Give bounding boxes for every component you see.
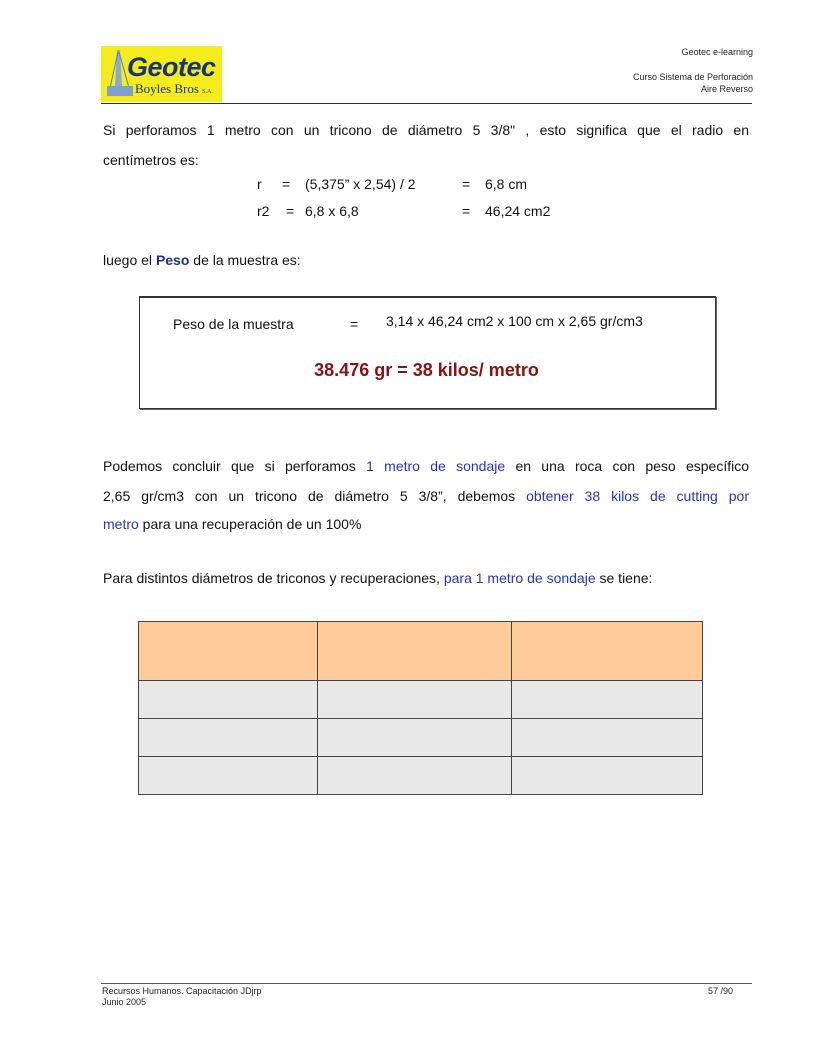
geotec-logo: [101, 46, 222, 102]
eq-expression: 6,8 x 6,8: [305, 203, 359, 219]
peso-emphasis: Peso: [155, 252, 190, 268]
diameter-table: [138, 621, 703, 795]
header-course: Curso Sistema de Perforación: [632, 72, 753, 82]
logo-wordmark: Geotec: [127, 52, 216, 82]
highlight-metro: metro: [103, 516, 139, 532]
table-header-row: [139, 622, 703, 681]
para1-line2: centímetros es:: [103, 152, 199, 168]
table-row: [139, 757, 703, 795]
footer-department: Recursos Humanos. Capacitación JDjrp: [102, 986, 262, 996]
box-label: Peso de la muestra: [173, 316, 294, 332]
table-cell: [139, 622, 318, 681]
eq-sign: =: [282, 176, 291, 192]
footer-date: Junio 2005: [102, 997, 147, 1007]
header-divider: [101, 103, 752, 104]
eq-sign: =: [462, 176, 471, 192]
eq-sign: =: [462, 203, 471, 219]
box-result: 38.476 gr = 38 kilos/ metro: [314, 360, 539, 380]
eq-lhs: r: [257, 176, 262, 192]
table-cell: [139, 719, 318, 757]
box-formula: 3,14 x 46,24 cm2 x 100 cm x 2,65 gr/cm3: [386, 313, 643, 329]
table-cell: [318, 681, 512, 719]
table-cell: [512, 681, 703, 719]
table-cell: [318, 622, 512, 681]
highlight-cutting: obtener 38 kilos de cutting por: [526, 488, 749, 504]
table-cell: [139, 681, 318, 719]
para2: luego el Peso de la muestra es:: [103, 252, 301, 268]
header-topic: Aire Reverso: [700, 84, 753, 94]
header-site: Geotec e-learning: [681, 47, 753, 57]
table-cell: [139, 757, 318, 795]
para4: Para distintos diámetros de triconos y recuperaciones, para 1 metro de sondaje se tiene:: [103, 570, 653, 586]
table-cell: [318, 757, 512, 795]
table-row: [139, 719, 703, 757]
para1-line1: Si perforamos 1 metro con un tricono de diámetro 5 3/8" , esto significa que el radio en: [103, 122, 749, 138]
box-eq-sign: =: [350, 316, 359, 332]
table-row: [139, 681, 703, 719]
eq-lhs: r2: [257, 203, 270, 219]
para3-line1: Podemos concluir que si perforamos 1 metro de sondaje en una roca con peso específico: [103, 458, 750, 474]
eq-result: 6,8 cm: [485, 176, 528, 192]
highlight-sondaje: para 1 metro de sondaje: [443, 570, 596, 586]
eq-sign: =: [286, 203, 295, 219]
footer-page-number: 57 /90: [708, 986, 734, 996]
eq-result: 46,24 cm2: [485, 203, 551, 219]
para3-line2: 2,65 gr/cm3 con un tricono de diámetro 5 3/8”, debemos obtener 38 kilos de cutting por: [103, 488, 749, 504]
eq-expression: (5,375” x 2,54) / 2: [305, 176, 416, 192]
logo-subtitle: Boyles Bros S.A.: [135, 81, 213, 96]
table-cell: [512, 622, 703, 681]
para3-line3: metro para una recuperación de un 100%: [103, 516, 362, 532]
footer-divider: [101, 983, 752, 984]
table-cell: [512, 757, 703, 795]
table-cell: [512, 719, 703, 757]
highlight-sondaje: 1 metro de sondaje: [366, 458, 506, 474]
table-cell: [318, 719, 512, 757]
